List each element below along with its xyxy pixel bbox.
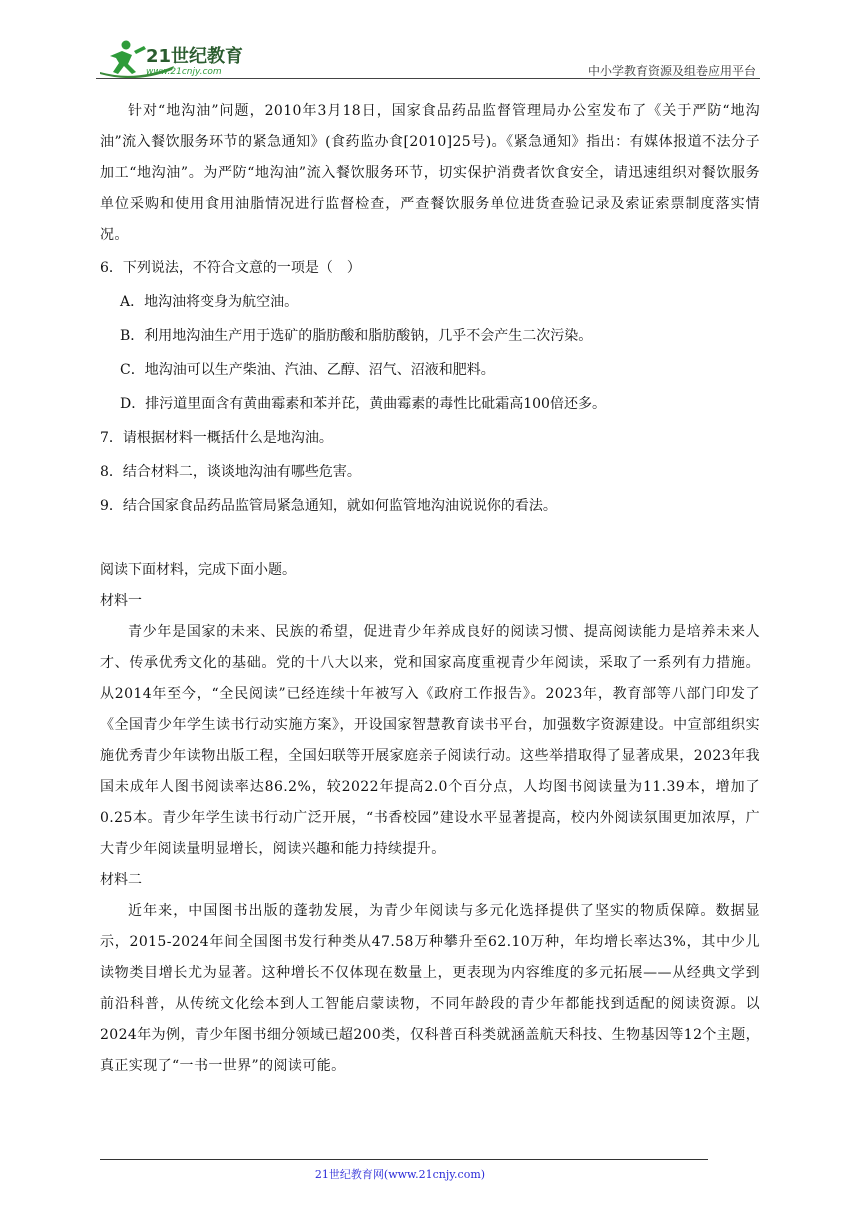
question-9: 9．结合国家食品药品监管局紧急通知，就如何监管地沟油说说你的看法。 (100, 498, 557, 514)
footer-link[interactable]: 21世纪教育网(www.21cnjy.com) (314, 1168, 486, 1181)
option-a: A．地沟油将变身为航空油。 (120, 294, 299, 310)
material-2-text: 近年来，中国图书出版的蓬勃发展，为青少年阅读与多元化选择提供了坚实的物质保障。数据显示，2015-2024年间全国图书发行种类从47.58万种攀升至62.10万种，年均增长率达3%，其中少儿读物类目增长尤为显著。这种增长不仅体现在数量上，更表现为内容维度的多元拓展——从经典文学到前沿科普，从传统文化绘本到人工智能启蒙读物，不同年龄段的青少年都能找到适配的阅读资源。以2024年为例，青少年图书细分领域已超200类，仅科普百科类就涵盖航天科技、生物基因等12个主题，真正实现了“一书一世界”的阅读可能。 (100, 903, 760, 1074)
question-6: 6．下列说法，不符合文意的一项是（ ） (100, 260, 361, 276)
option-c: C．地沟油可以生产柴油、汽油、乙醇、沼气、沼液和肥料。 (120, 362, 495, 378)
material-1-title: 材料一 (100, 593, 142, 609)
logo (96, 36, 266, 80)
question-8: 8．结合材料二，谈谈地沟油有哪些危害。 (100, 464, 361, 480)
material-1-text: 青少年是国家的未来、民族的希望，促进青少年养成良好的阅读习惯、提高阅读能力是培养未来人才、传承优秀文化的基础。党的十八大以来，党和国家高度重视青少年阅读，采取了一系列有力措施。从2014年至今，“全民阅读”已经连续十年被写入《政府工作报告》。2023年，教育部等八部门印发了《全国青少年学生读书行动实施方案》，开设国家智慧教育读书平台，加强数字资源建设。中宣部组织实施优秀青少年读物出版工程，全国妇联等开展家庭亲子阅读行动。这些举措取得了显著成果，2023年我国未成年人图书阅读率达86.2%，较2022年提高2.0个百分点，人均图书阅读量为11.39本，增加了0.25本。青少年学生读书行动广泛开展，“书香校园”建设水平显著提高，校内外阅读氛围更加浓厚，广大青少年阅读量明显增长，阅读兴趣和能力持续提升。 (100, 624, 760, 857)
footer-divider (100, 1159, 708, 1160)
runner-logo-icon (96, 36, 266, 80)
platform-title: 中小学教育资源及组卷应用平台 (587, 64, 756, 78)
logo-text: 21世纪教育 (146, 46, 244, 67)
document-body (100, 96, 760, 1082)
logo-url: www.21cnjy.com (146, 67, 222, 77)
notice-paragraph: 针对“地沟油”问题，2010年3月18日，国家食品药品监督管理局办公室发布了《关于严防“地沟油”流入餐饮服务环节的紧急通知》(食药监办食[2010]25号)。《紧急通知》指出：有媒体报道不法分子加工“地沟油”。为严防“地沟油”流入餐饮服务环节，切实保护消费者饮食安全，请迅速组织对餐饮服务单位采购和使用食用油脂情况进行监督检查，严查餐饮服务单位进货查验记录及索证索票制度落实情况。 (100, 103, 760, 243)
option-d: D．排污道里面含有黄曲霉素和苯并芘，黄曲霉素的毒性比砒霜高100倍还多。 (120, 396, 606, 412)
section-gap (100, 523, 760, 555)
question-7: 7．请根据材料一概括什么是地沟油。 (100, 430, 333, 446)
material-2-title: 材料二 (100, 872, 142, 888)
option-b: B．利用地沟油生产用于选矿的脂肪酸和脂肪酸钠，几乎不会产生二次污染。 (120, 328, 593, 344)
header-divider (96, 78, 760, 79)
reading-instruction: 阅读下面材料，完成下面小题。 (100, 562, 296, 578)
page-header (96, 36, 760, 80)
